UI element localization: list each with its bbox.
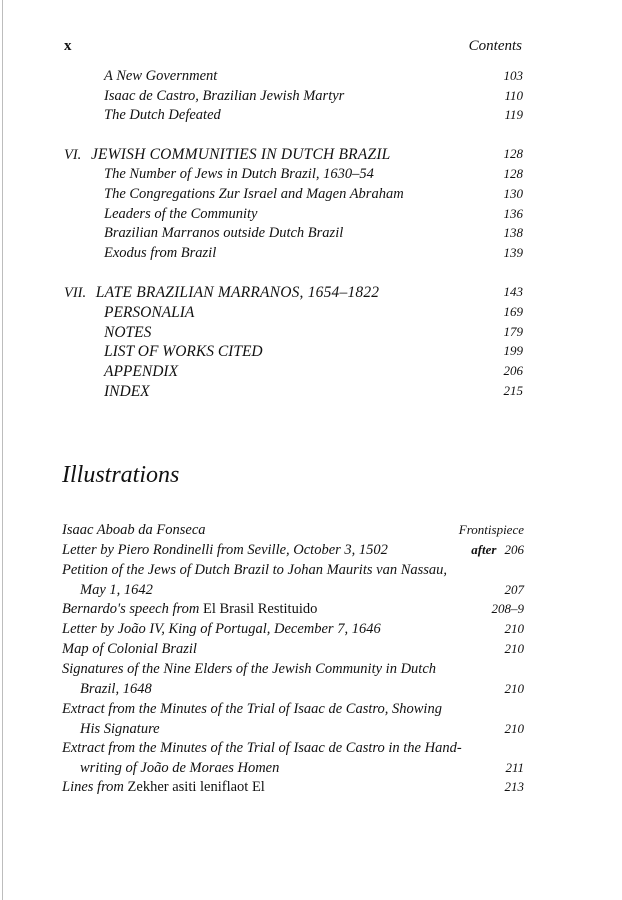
illustration-title: Signatures of the Nine Elders of the Jewish Community in Dutch [62, 661, 437, 677]
illustration-entry [62, 659, 524, 699]
toc-entry [0, 88, 622, 108]
toc-backmatter-title: PERSONALIA [104, 304, 195, 321]
illustration-after-label: after [471, 542, 497, 557]
illustration-title-italic: Bernardo's speech from [62, 601, 203, 617]
toc-backmatter [0, 363, 622, 383]
toc-backmatter-title: NOTES [104, 324, 152, 341]
toc-entry-title: Leaders of the Community [104, 206, 258, 222]
toc-entry [0, 166, 622, 186]
illustration-entry [62, 619, 524, 639]
toc-backmatter-page: 179 [503, 324, 523, 339]
running-head: Contents [468, 38, 522, 54]
illustration-title: Letter by Piero Rondinelli from Seville, October 3, 1502 [62, 542, 388, 558]
toc-backmatter [0, 343, 622, 363]
toc-backmatter [0, 324, 622, 344]
toc-chapter [0, 146, 622, 166]
illustration-entry [62, 599, 524, 619]
toc-entry-title: A New Government [104, 68, 218, 84]
illustration-page: 207 [504, 582, 524, 597]
toc-entry-page: 136 [503, 206, 523, 221]
illustration-title-cont: Brazil, 1648 [80, 681, 152, 697]
toc-entry-title: The Dutch Defeated [104, 107, 221, 123]
toc-chapter-page: 143 [503, 284, 523, 299]
toc-entry-title: Isaac de Castro, Brazilian Jewish Martyr [104, 88, 345, 104]
toc-backmatter-page: 199 [503, 343, 523, 358]
illustration-page: 210 [504, 721, 524, 736]
illustration-title-roman: El Brasil Restituido [202, 601, 318, 617]
toc-entry [0, 68, 622, 88]
toc-entry-page: 128 [503, 166, 523, 181]
toc-entry [0, 107, 622, 127]
toc-chapter-number: VI. [64, 147, 82, 163]
toc-chapter-page: 128 [503, 146, 523, 161]
illustration-entry [62, 699, 524, 739]
illustration-title: Extract from the Minutes of the Trial of Isaac de Castro, Showing [62, 701, 442, 717]
toc-chapter-heading [64, 284, 379, 302]
illustration-page: 210 [504, 641, 524, 656]
toc-entry-title: The Congregations Zur Israel and Magen Abraham [104, 186, 404, 202]
illustrations-heading: Illustrations [62, 462, 180, 488]
toc-chapter-heading [64, 146, 391, 164]
illustration-entry [62, 540, 524, 560]
illustration-title-cont: His Signature [80, 721, 160, 737]
toc-backmatter-title: INDEX [104, 383, 150, 400]
toc-entry-page: 139 [503, 245, 523, 260]
toc-backmatter-page: 169 [503, 304, 523, 319]
toc-chapter-title: LATE BRAZILIAN MARRANOS, 1654–1822 [95, 284, 380, 301]
illustration-page [471, 540, 524, 560]
toc-backmatter [0, 383, 622, 403]
toc-chapter-number: VII. [64, 285, 87, 301]
illustration-entry [62, 738, 524, 778]
toc-entry-page: 103 [503, 68, 523, 83]
toc-backmatter-page: 215 [503, 383, 523, 398]
toc-entry-page: 138 [503, 225, 523, 240]
illustration-title: Isaac Aboab da Fonseca [62, 522, 206, 538]
toc-entry [0, 186, 622, 206]
illustration-title: Extract from the Minutes of the Trial of Isaac de Castro in the Hand- [62, 740, 462, 756]
illustration-title: Letter by João IV, King of Portugal, December 7, 1646 [62, 621, 381, 637]
illustration-entry [62, 560, 524, 600]
page-number: x [64, 38, 72, 54]
toc-entry-title: Exodus from Brazil [104, 245, 217, 261]
toc-entry [0, 245, 622, 265]
illustration-title: Map of Colonial Brazil [62, 641, 197, 657]
toc-chapter [0, 284, 622, 304]
illustration-entry [62, 520, 524, 540]
illustration-title [62, 599, 317, 619]
toc-chapter-title: JEWISH COMMUNITIES IN DUTCH BRAZIL [90, 146, 391, 163]
illustration-title-italic: Lines from [62, 779, 128, 795]
toc-backmatter-title: LIST OF WORKS CITED [104, 343, 263, 360]
illustration-entry [62, 639, 524, 659]
toc-entry-title: The Number of Jews in Dutch Brazil, 1630–54 [104, 166, 374, 182]
toc-entry-page: 110 [504, 88, 523, 103]
toc-entry [0, 225, 622, 245]
illustration-page: 210 [504, 621, 524, 636]
illustration-title-roman: Zekher asiti leniflaot El [127, 779, 265, 795]
illustration-title: Petition of the Jews of Dutch Brazil to Johan Maurits van Nassau, [62, 562, 448, 578]
illustration-page-number: 206 [504, 542, 524, 557]
toc-entry [0, 206, 622, 226]
illustration-page: 213 [504, 779, 524, 794]
toc-entry-page: 130 [503, 186, 523, 201]
illustration-title [62, 777, 265, 797]
illustration-page: 210 [504, 681, 524, 696]
illustration-page: Frontispiece [458, 522, 524, 537]
toc-backmatter-page: 206 [503, 363, 523, 378]
page-edge-line [2, 0, 3, 900]
illustration-title-cont: May 1, 1642 [80, 582, 153, 598]
toc-backmatter-title: APPENDIX [104, 363, 179, 380]
illustration-title-cont: writing of João de Moraes Homen [80, 760, 280, 776]
illustration-page: 211 [505, 760, 524, 775]
toc-entry-title: Brazilian Marranos outside Dutch Brazil [104, 225, 344, 241]
toc-backmatter [0, 304, 622, 324]
illustration-entry [62, 777, 524, 797]
illustration-page: 208–9 [491, 601, 524, 616]
toc-entry-page: 119 [504, 107, 523, 122]
